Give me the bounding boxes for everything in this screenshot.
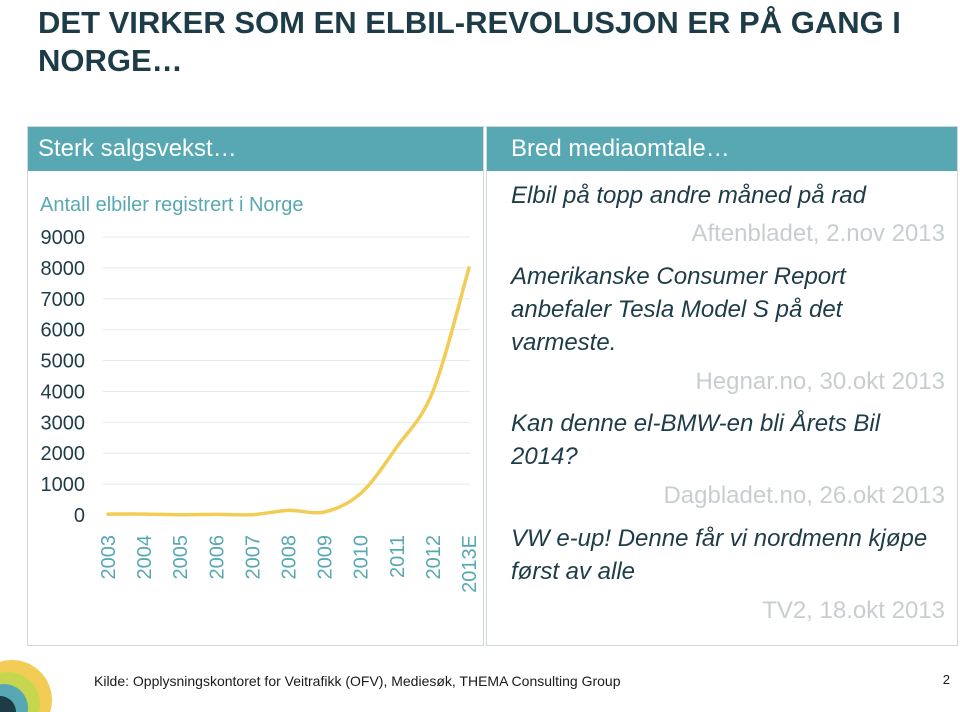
x-tick-label: 2012	[422, 535, 445, 580]
x-tick-label: 2010	[350, 535, 373, 580]
y-tick-label: 1000	[40, 474, 85, 497]
sales-panel-header: Sterk salgsvekst…	[28, 127, 483, 171]
thema-logo-icon	[0, 660, 70, 712]
y-tick-label: 9000	[40, 227, 85, 249]
media-source: Hegnar.no, 30.okt 2013	[695, 368, 945, 395]
source-footnote: Kilde: Opplysningskontoret for Veitrafikk (OFV), Mediesøk, THEMA Consulting Group	[94, 673, 621, 689]
x-tick-label: 2008	[278, 535, 301, 580]
sales-panel	[27, 126, 484, 646]
y-tick-label: 4000	[40, 381, 85, 404]
media-source: TV2, 18.okt 2013	[762, 597, 945, 624]
x-tick-label: 2006	[206, 535, 229, 580]
x-tick-label: 2013E	[459, 535, 481, 593]
y-tick-label: 8000	[40, 257, 85, 280]
y-tick-label: 5000	[40, 350, 85, 373]
x-tick-label: 2007	[242, 535, 265, 580]
y-tick-label: 2000	[40, 443, 85, 466]
y-tick-label: 0	[73, 505, 85, 527]
media-source: Dagbladet.no, 26.okt 2013	[663, 482, 945, 509]
media-headline: VW e-up! Denne får vi nordmenn kjøpe først av alle	[511, 525, 928, 585]
media-panel	[486, 126, 958, 646]
x-tick-label: 2011	[386, 535, 409, 579]
media-panel-header: Bred mediaomtale…	[487, 127, 957, 171]
media-headline: Elbil på topp andre måned på rad	[511, 182, 866, 209]
x-tick-label: 2009	[314, 535, 337, 580]
media-headline: Amerikanske Consumer Report anbefaler Tesla Model S på det varmeste.	[511, 263, 846, 356]
x-tick-label: 2004	[134, 535, 157, 580]
y-tick-label: 3000	[40, 412, 85, 435]
chart-title: Antall elbiler registrert i Norge	[40, 194, 304, 216]
y-tick-label: 6000	[40, 319, 85, 342]
y-tick-label: 7000	[40, 288, 85, 311]
ev-registrations-chart	[28, 171, 483, 645]
x-tick-label: 2003	[98, 535, 120, 580]
media-headline: Kan denne el-BMW-en bli Årets Bil 2014?	[511, 410, 881, 470]
x-tick-label: 2005	[170, 535, 193, 580]
page-number: 2	[942, 672, 950, 687]
media-source: Aftenbladet, 2.nov 2013	[691, 220, 945, 247]
page-title: DET VIRKER SOM EN ELBIL-REVOLUSJON ER PÅ GANG I NORGE…	[38, 5, 901, 78]
